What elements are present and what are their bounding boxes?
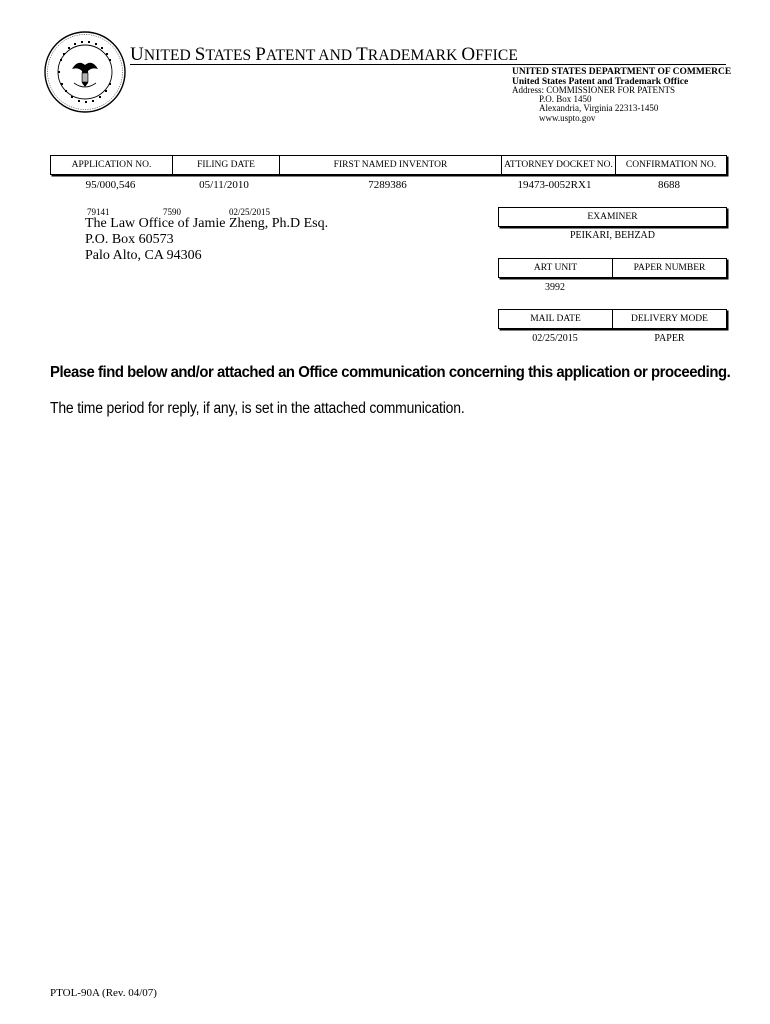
mail-date-value: 02/25/2015 <box>532 333 578 344</box>
correspondence-date: 02/25/2015 <box>229 207 271 217</box>
header-filing-date: FILING DATE <box>173 156 280 174</box>
addressee-city: Palo Alto, CA 94306 <box>85 248 202 263</box>
addressee-name: The Law Office of Jamie Zheng, Ph.D Esq. <box>85 216 329 231</box>
correspondence-code: 7590 <box>163 207 181 217</box>
reply-period-text: The time period for reply, if any, is set in the attached communication. <box>50 400 465 417</box>
header-attorney-docket-no: ATTORNEY DOCKET NO. <box>502 156 616 174</box>
address-line-3: Alexandria, Virginia 22313-1450 <box>539 103 659 114</box>
office-name: United States Patent and Trademark Office <box>512 77 689 87</box>
header-confirmation-no: CONFIRMATION NO. <box>625 160 717 170</box>
examiner-box <box>498 207 727 227</box>
application-number: 95/000,546 <box>85 179 136 191</box>
header-rule <box>130 64 726 65</box>
department-block <box>512 67 731 87</box>
attorney-docket-number: 19473-0052RX1 <box>517 179 592 191</box>
addressee-po-box: P.O. Box 60573 <box>85 232 174 247</box>
header-application-no: APPLICATION NO. <box>51 156 173 174</box>
address-line-1: COMMISSIONER FOR PATENTS <box>546 85 675 95</box>
address-label: Address: <box>512 85 544 95</box>
website: www.uspto.gov <box>539 112 596 123</box>
examiner-header: EXAMINER <box>587 212 638 222</box>
art-unit-box <box>498 258 727 278</box>
agency-title: UNITED STATES PATENT AND TRADEMARK OFFICE <box>130 44 518 65</box>
office-communication-notice: Please find below and/or attached an Office communication concerning this application or proceeding. <box>50 364 731 381</box>
mail-date-header: MAIL DATE <box>499 310 613 328</box>
uspto-seal-icon <box>44 31 126 113</box>
filing-date: 05/11/2010 <box>199 179 249 191</box>
delivery-mode-header: DELIVERY MODE <box>631 314 708 324</box>
art-unit-value: 3992 <box>545 282 565 293</box>
addressee-block <box>85 216 328 264</box>
mail-box <box>498 309 727 329</box>
customer-number: 79141 <box>87 207 110 217</box>
first-named-inventor: 7289386 <box>368 179 407 191</box>
department-name: UNITED STATES DEPARTMENT OF COMMERCE <box>512 67 732 77</box>
header-first-named-inventor: FIRST NAMED INVENTOR <box>280 156 502 174</box>
art-unit-header: ART UNIT <box>499 259 613 277</box>
address-block <box>512 86 675 123</box>
paper-number-header: PAPER NUMBER <box>633 263 706 273</box>
application-header-table <box>50 155 727 175</box>
confirmation-number: 8688 <box>658 179 680 191</box>
examiner-name: PEIKARI, BEHZAD <box>570 230 655 241</box>
form-number: PTOL-90A (Rev. 04/07) <box>50 987 157 999</box>
address-line-2: P.O. Box 1450 <box>539 94 592 105</box>
delivery-mode-value: PAPER <box>654 333 685 344</box>
